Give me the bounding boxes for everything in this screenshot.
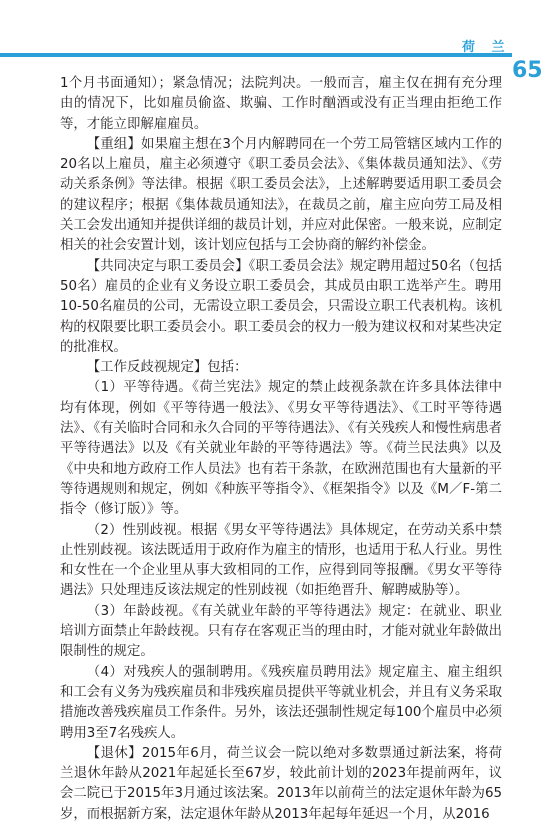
paragraph-anti-discrimination-heading: 【工作反歧视规定】包括： bbox=[86, 360, 248, 376]
paragraph-equal-treatment: （1）平等待遇。《荷兰宪法》规定的禁止歧视条款在许多具体法律中均有体现，例如《平等待遇一般法》、《男女平等待遇法》、《工时平等待遇法》、《有关临时合同和永久合同的平等待遇法》、《有关残疾人和慢性病患者平等待遇法》以及《有关就业年龄的平等待遇法》等。《荷兰民法典》以及《中央和地方政府工作人员法》也有若干条款，在欧洲范围也有大量新的平等待遇规则和规定，例如《种族平等指令》、《框架指令》以及《M／F-第二指令（修订版）》等。 bbox=[60, 380, 502, 518]
header-accent-bar bbox=[0, 53, 512, 57]
body-text bbox=[60, 74, 502, 825]
paragraph-gender-discrimination: （2）性别歧视。根据《男女平等待遇法》具体规定，在劳动关系中禁止性别歧视。该法既适用于政府作为雇主的情形，也适用于私人行业。男性和女性在一个企业里从事大致相同的工作，应得到同等报酬。《男女平等待遇法》只处理违反该法规定的性别歧视（如拒绝晋升、解聘威胁等）。 bbox=[60, 522, 502, 599]
paragraph-age-discrimination: （3）年龄歧视。《有关就业年龄的平等待遇法》规定：在就业、职业培训方面禁止年龄歧视。只有存在客观正当的理由时，才能对就业年龄做出限制性的规定。 bbox=[60, 603, 502, 660]
paragraph-retirement: 【退休】2015年6月，荷兰议会一院以绝对多数票通过新法案，将荷兰退休年龄从2021年起延长至67岁，较此前计划的2023年提前两年，议会二院已于2015年3月通过该法案。2013年以前荷兰的法定退休年龄为65岁，而根据新方案，法定退休年龄从2013年起每年延迟一个月，从2016 bbox=[60, 745, 502, 822]
running-header-title: 荷 兰 bbox=[462, 40, 511, 55]
paragraph-disabled-employment: （4）对残疾人的强制聘用。《残疾雇员聘用法》规定雇主、雇主组织和工会有义务为残疾雇员和非残疾雇员提供平等就业机会，并且有义务采取措施改善残疾雇员工作条件。另外，该法还强制性规定每100个雇员中必须聘用3至7名残疾人。 bbox=[60, 664, 502, 741]
page-number: 65 bbox=[512, 58, 543, 83]
paragraph-works-council: 【共同决定与职工委员会】《职工委员会法》规定聘用超过50名（包括50名）雇员的企业有义务设立职工委员会，其成员由职工选举产生。聘用10-50名雇员的公司，无需设立职工委员会，只需设立职工代表机构。该机构的权限要比职工委员会小。职工委员会的权力一般为建议权和对某些决定的批准权。 bbox=[60, 258, 502, 355]
paragraph-restructuring: 【重组】如果雇主想在3个月内解聘同在一个劳工局管辖区域内工作的20名以上雇员，雇主必须遵守《职工委员会法》、《集体裁员通知法》、《劳动关系条例》等法律。根据《职工委员会法》，上述解聘要适用职工委员会的建议程序；根据《集体裁员通知法》，在裁员之前，雇主应向劳工局及相关工会发出通知并提供详细的裁员计划，并应对此保密。一般来说，应制定相关的社会安置计划，该计划应包括与工会协商的解约补偿金。 bbox=[60, 136, 502, 254]
paragraph-dismissal-continuation: 1个月书面通知）；紧急情况；法院判决。一般而言，雇主仅在拥有充分理由的情况下，比如雇员偷盗、欺骗、工作时酗酒或没有正当理由拒绝工作等，才能立即解雇雇员。 bbox=[60, 76, 502, 132]
